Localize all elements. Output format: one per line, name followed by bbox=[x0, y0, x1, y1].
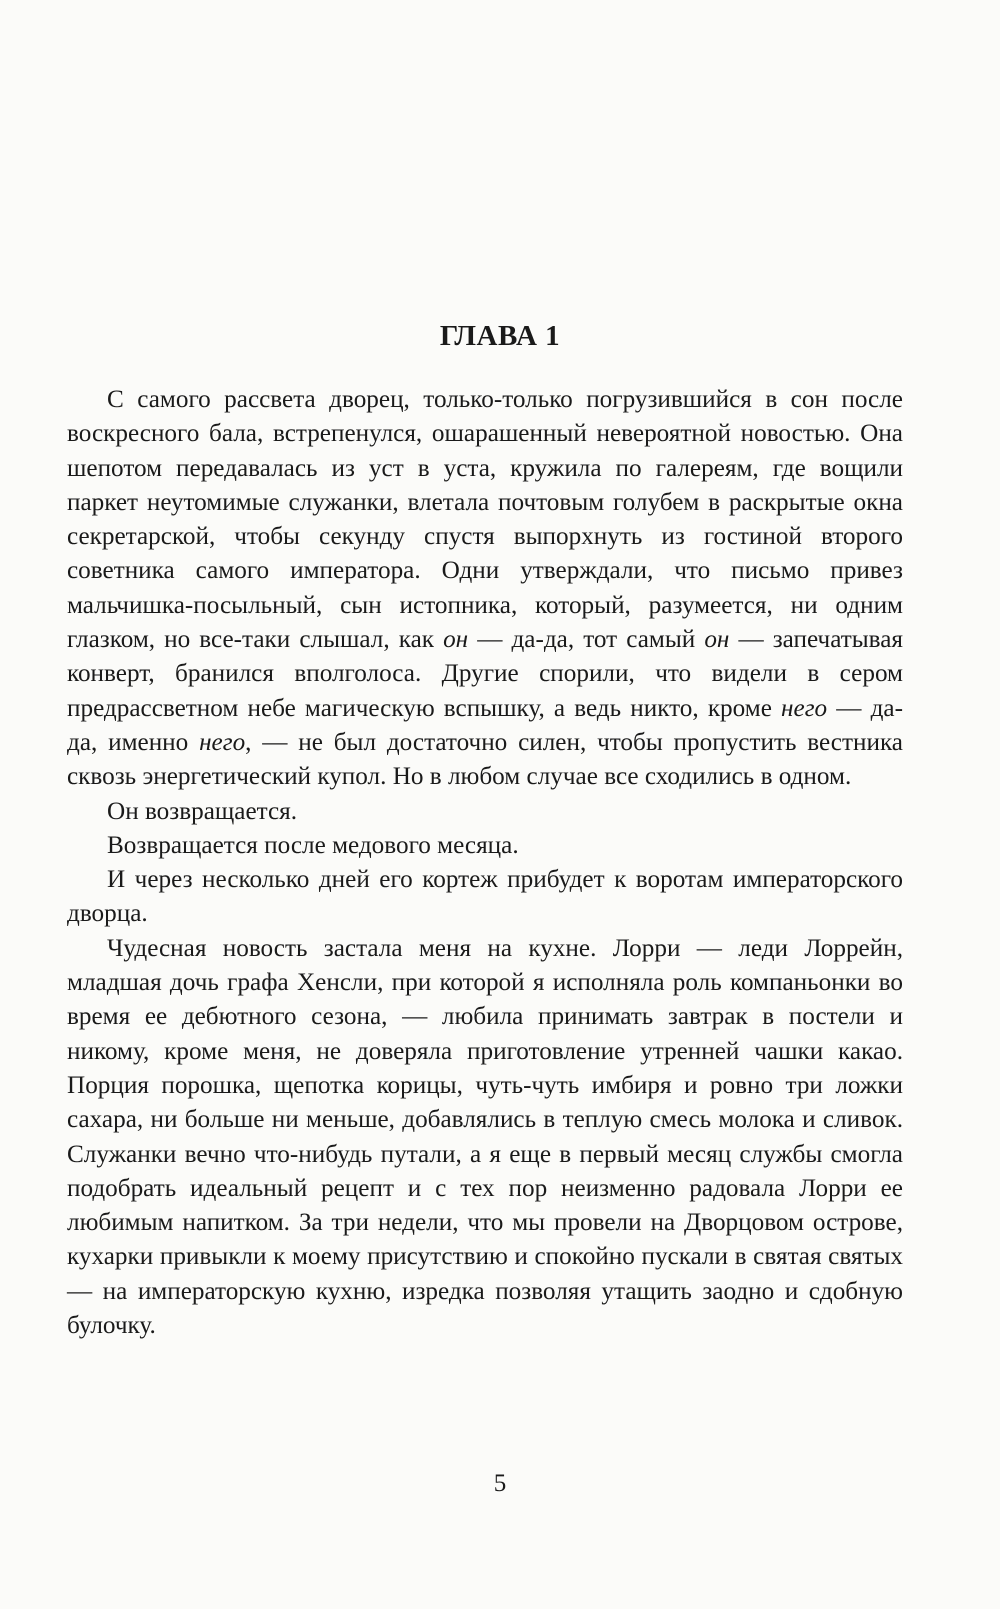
paragraph-3 bbox=[67, 829, 903, 863]
body-text bbox=[67, 383, 903, 1343]
paragraph-4 bbox=[67, 863, 903, 932]
paragraph-1-part-3: — да-да, тот самый bbox=[468, 626, 705, 654]
paragraph-1-italic-1: он bbox=[443, 626, 469, 654]
chapter-title: ГЛАВА 1 bbox=[439, 320, 561, 352]
paragraph-1 bbox=[67, 383, 903, 795]
paragraph-1-part-5: — запечатывая конверт, бранился вполголоса. Другие спорили, что видели в сером предрассветном небе магическую вспышку, а ведь никто, кроме bbox=[67, 626, 904, 722]
paragraph-4-text: И через несколько дней его кортеж прибудет к воротам императорского дворца. bbox=[67, 866, 903, 928]
paragraph-5 bbox=[67, 932, 903, 1344]
paragraph-1-part-7: — да-да, именно bbox=[67, 694, 903, 756]
paragraph-3-text: Возвращается после медового месяца. bbox=[107, 831, 519, 859]
paragraph-1-italic-2: он bbox=[704, 626, 730, 654]
paragraph-1-italic-4: него bbox=[199, 728, 246, 756]
paragraph-1-italic-3: него bbox=[781, 694, 828, 722]
paragraph-5-text: Чудесная новость застала меня на кухне. Лорри — леди Лоррейн, младшая дочь графа Хенсли, при которой я исполняла роль компаньонки во время ее дебютного сезона, — любила принимать завтрак в постели и никому, кроме меня, не доверяла приготовление утренней чашки какао. Порция порошка, щепотка корицы, чуть-чуть имбиря и ровно три ложки сахара, ни больше ни меньше, добавлялись в теплую смесь молока и сливок. Служанки вечно что-нибудь путали, а я еще в первый месяц службы смогла подобрать идеальный рецепт и с тех пор неизменно радовала Лорри ее любимым напитком. За три недели, что мы провели на Дворцовом острове, кухарки привыкли к моему присутствию и спокойно пускали в святая святых — на императорскую кухню, изредка позволяя утащить заодно и сдобную булочку. bbox=[67, 934, 903, 1340]
paragraph-2-text: Он возвращается. bbox=[107, 797, 298, 825]
paragraph-1-part-1: С самого рассвета дворец, только-только погрузившийся в сон после воскресного бала, встрепенулся, ошарашенный невероятной новостью. Она шепотом передавалась из уст в уста, кружила по галереям, где вощили паркет неутомимые служанки, влетала почтовым голубем в раскрытые окна секретарской, чтобы секунду спустя выпорхнуть из гостиной второго советника самого императора. Одни утверждали, что письмо привез мальчишка-посыльный, сын истопника, который, разумеется, ни одним глазком, но все-таки слышал, как bbox=[67, 386, 903, 654]
paragraph-2 bbox=[67, 795, 903, 829]
paragraph-1-part-9: , — не был достаточно силен, чтобы пропустить вестника сквозь энергетический купол. Но в любом случае все сходились в одном. bbox=[67, 728, 903, 791]
page-number: 5 bbox=[493, 1470, 507, 1497]
